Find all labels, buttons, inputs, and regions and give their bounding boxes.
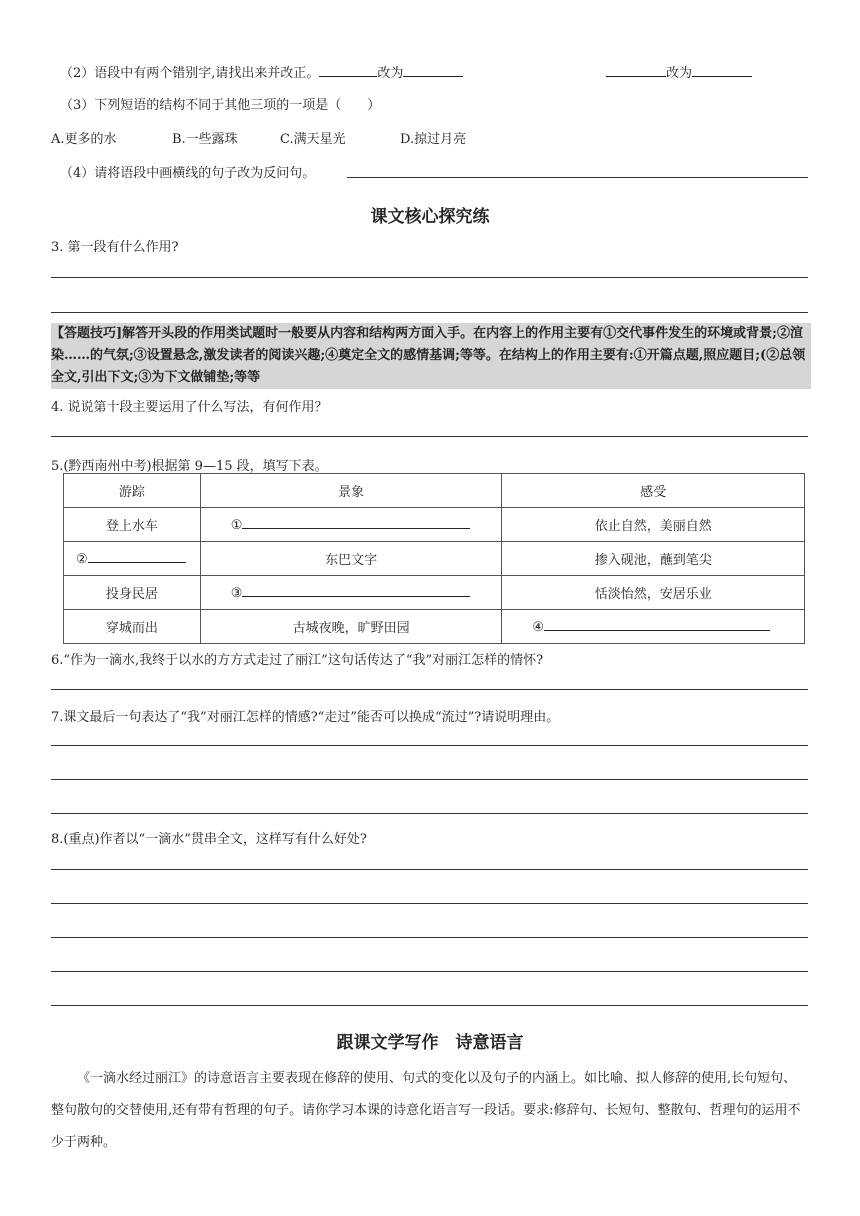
answer-tip bbox=[51, 323, 811, 389]
answer-blank[interactable] bbox=[242, 584, 470, 597]
scene-cell: 古城夜晚，旷野田园 bbox=[200, 610, 502, 644]
table-row bbox=[64, 542, 805, 576]
scene-blank-cell[interactable] bbox=[200, 508, 502, 542]
answer-line[interactable] bbox=[51, 779, 808, 780]
answer-blank[interactable] bbox=[606, 64, 666, 77]
scene-blank-cell[interactable] bbox=[200, 576, 502, 610]
answer-line[interactable] bbox=[51, 745, 808, 746]
table-header-row bbox=[64, 474, 805, 508]
table-row bbox=[64, 508, 805, 542]
header-cell: 景象 bbox=[200, 474, 502, 508]
header-cell: 感受 bbox=[502, 474, 805, 508]
route-cell: 穿城而出 bbox=[64, 610, 201, 644]
route-cell: 投身民居 bbox=[64, 576, 201, 610]
item-4: 4. 说说第十段主要运用了什么写法，有何作用？ bbox=[51, 400, 328, 415]
answer-line[interactable] bbox=[51, 971, 808, 972]
section-title: 跟课文学写作 诗意语言 bbox=[336, 1033, 524, 1053]
question-2-text: （2）语段中有两个错别字,请找出来并改正。 bbox=[60, 66, 320, 81]
answer-line[interactable] bbox=[51, 813, 808, 814]
item-3: 3. 第一段有什么作用? bbox=[51, 240, 179, 255]
option-c: C.满天星光 bbox=[280, 132, 346, 147]
answer-blank[interactable] bbox=[403, 64, 463, 77]
item-8: 8.(重点)作者以“一滴水”贯串全文，这样写有什么好处? bbox=[51, 832, 367, 847]
answer-line[interactable] bbox=[51, 312, 808, 313]
item-5: 5.(黔西南州中考)根据第 9—15 段，填写下表。 bbox=[51, 459, 328, 474]
answer-line[interactable] bbox=[347, 177, 808, 178]
section-title: 课文核心探究练 bbox=[370, 207, 490, 227]
answer-blank[interactable] bbox=[692, 64, 752, 77]
answer-line[interactable] bbox=[51, 937, 808, 938]
question-2 bbox=[60, 62, 463, 81]
answer-tip-text: 【答题技巧]解答开头段的作用类试题时一般要从内容和结构两方面入手。在内容上的作用主要有①交代事件发生的环境或背景;②渲染……的气氛;③设置悬念,激发读者的阅读兴趣;④奠定全文的感情基调;等等。在结构上的作用主要有:①开篇点题,照应题目;(②总领全文,引出下文;③为下文做铺垫;等等 bbox=[51, 326, 806, 385]
table-row bbox=[64, 576, 805, 610]
option-d: D.掠过月亮 bbox=[400, 132, 467, 147]
answer-line[interactable] bbox=[51, 903, 808, 904]
answer-line[interactable] bbox=[51, 277, 808, 278]
circle-mark: ① bbox=[230, 518, 243, 533]
circle-mark: ④ bbox=[532, 620, 545, 635]
answer-blank[interactable] bbox=[242, 516, 470, 529]
feeling-cell: 依止自然，美丽自然 bbox=[502, 508, 805, 542]
item-6: 6.“作为一滴水,我终于以水的方方式走过了丽江”这句话传达了“我”对丽江怎样的情怀? bbox=[51, 653, 544, 668]
feeling-blank-cell[interactable] bbox=[502, 610, 805, 644]
answer-blank[interactable] bbox=[88, 550, 186, 563]
route-blank-cell[interactable] bbox=[64, 542, 201, 576]
fill-table bbox=[63, 473, 805, 644]
question-3: （3）下列短语的结构不同于其他三项的一项是（ ） bbox=[60, 98, 381, 113]
answer-line[interactable] bbox=[51, 869, 808, 870]
scene-cell: 东巴文字 bbox=[200, 542, 502, 576]
feeling-cell: 恬淡怡然，安居乐业 bbox=[502, 576, 805, 610]
gaiwei-label: 改为 bbox=[666, 66, 693, 81]
gaiwei-label: 改为 bbox=[377, 66, 404, 81]
table-row bbox=[64, 610, 805, 644]
circle-mark: ② bbox=[76, 552, 88, 567]
answer-blank[interactable] bbox=[544, 618, 770, 631]
route-cell: 登上水车 bbox=[64, 508, 201, 542]
circle-mark: ③ bbox=[230, 586, 243, 601]
answer-line[interactable] bbox=[51, 689, 808, 690]
answer-line[interactable] bbox=[51, 1005, 808, 1006]
option-b: B.一些露珠 bbox=[172, 132, 238, 147]
writing-prompt: 《一滴水经过丽江》的诗意语言主要表现在修辞的使用、句式的变化以及句子的内涵上。如比喻、拟人修辞的使用,长句短句、整句散句的交替使用,还有带有哲理的句子。请你学习本课的诗意化语言写一段话。要求:修辞句、长短句、整散句、哲理句的运用不少于两种。 bbox=[51, 1071, 801, 1150]
question-4: （4）请将语段中画横线的句子改为反问句。 bbox=[60, 166, 316, 181]
answer-blank[interactable] bbox=[319, 64, 377, 77]
header-cell: 游踪 bbox=[64, 474, 201, 508]
question-2-second bbox=[606, 62, 752, 81]
option-a: A.更多的水 bbox=[51, 132, 117, 147]
answer-line[interactable] bbox=[51, 436, 808, 437]
item-7: 7.课文最后一句表达了“我”对丽江怎样的情感?“走过”能否可以换成“流过”?请说明理由。 bbox=[51, 710, 560, 725]
feeling-cell: 掺入砚池，蘸到笔尖 bbox=[502, 542, 805, 576]
